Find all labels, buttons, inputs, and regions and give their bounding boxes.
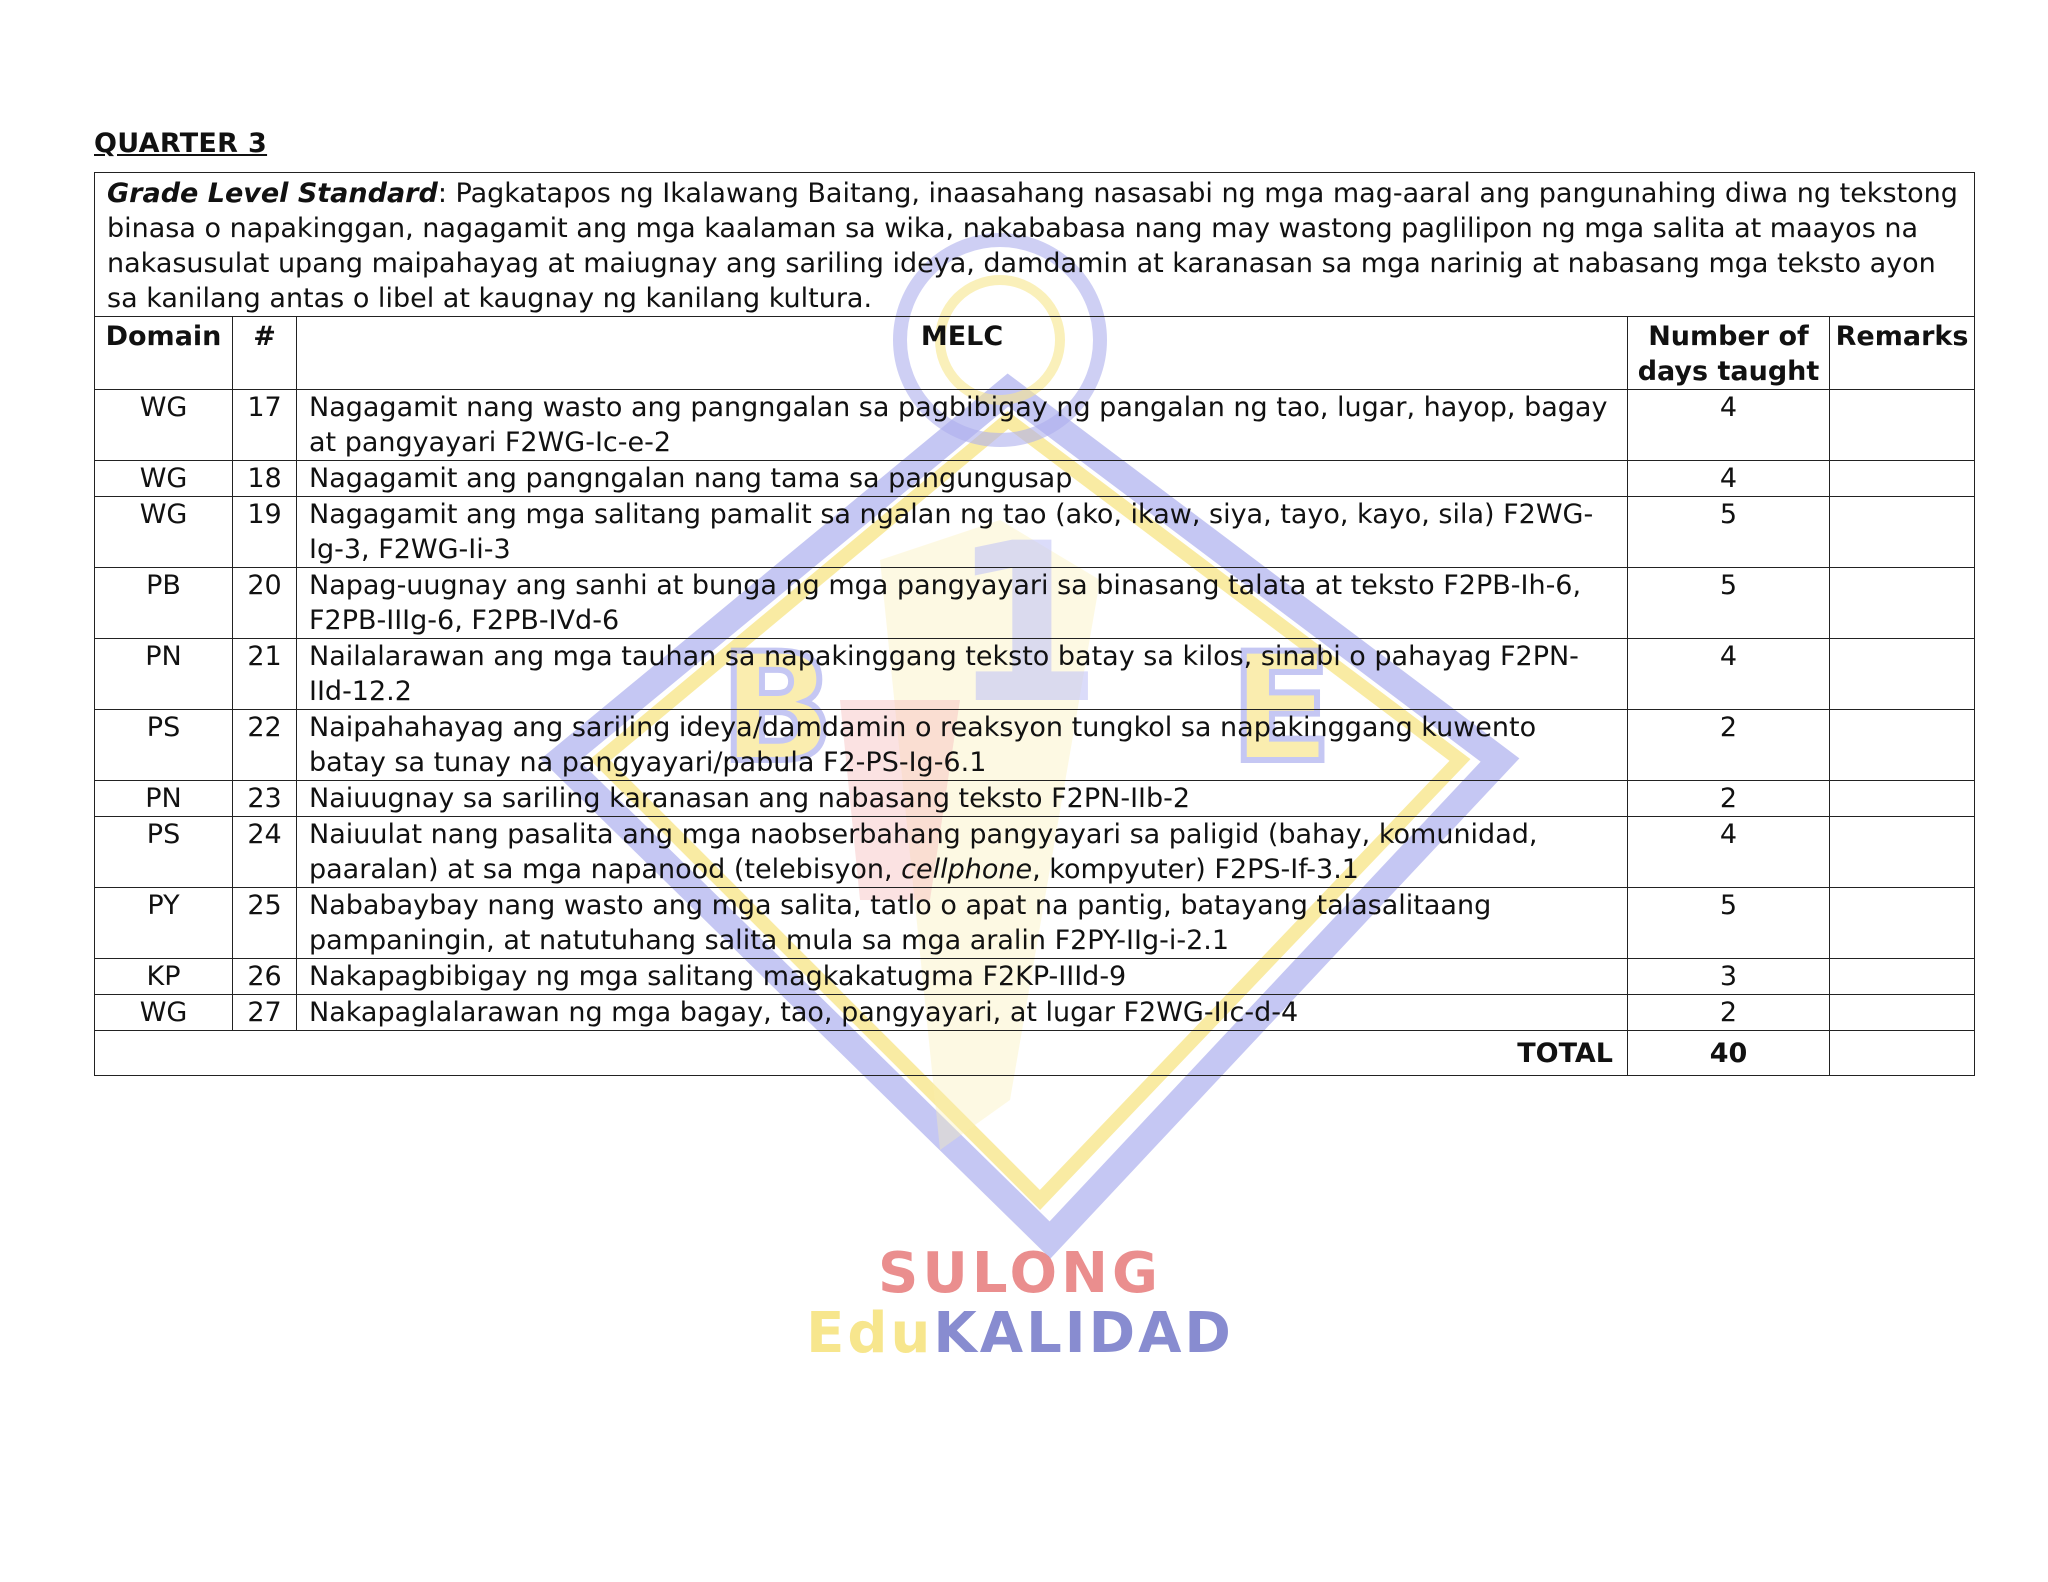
svg-text:B: B xyxy=(720,622,835,796)
melc-cell: Nagagamit ang pangngalan nang tama sa pangungusap xyxy=(297,461,1628,497)
domain-cell: WG xyxy=(95,995,233,1031)
table-row xyxy=(95,781,1975,817)
total-row xyxy=(95,1031,1975,1076)
number-cell: 22 xyxy=(233,710,297,781)
days-cell: 4 xyxy=(1628,461,1830,497)
number-cell: 21 xyxy=(233,639,297,710)
domain-cell: WG xyxy=(95,497,233,568)
remarks-cell xyxy=(1830,461,1975,497)
total-label: TOTAL xyxy=(95,1031,1628,1076)
remarks-cell xyxy=(1830,568,1975,639)
quarter-title: QUARTER 3 xyxy=(94,128,268,159)
header-days-line-1: Number of xyxy=(1648,321,1809,352)
domain-cell: KP xyxy=(95,959,233,995)
svg-text:E: E xyxy=(1230,622,1333,796)
domain-cell: PB xyxy=(95,568,233,639)
domain-cell: PN xyxy=(95,781,233,817)
remarks-cell xyxy=(1830,959,1975,995)
domain-cell: WG xyxy=(95,461,233,497)
remarks-cell xyxy=(1830,781,1975,817)
days-cell: 5 xyxy=(1628,497,1830,568)
grade-level-standard-row xyxy=(95,173,1975,317)
header-domain: Domain xyxy=(95,317,233,390)
header-number: # xyxy=(233,317,297,390)
melc-cell: Nakapagbibigay ng mga salitang magkakatugma F2KP-IIId-9 xyxy=(297,959,1628,995)
table-row xyxy=(95,497,1975,568)
number-cell: 26 xyxy=(233,959,297,995)
remarks-cell xyxy=(1830,817,1975,888)
grade-level-standard xyxy=(95,173,1975,317)
days-cell: 2 xyxy=(1628,710,1830,781)
table-row xyxy=(95,959,1975,995)
melc-cell: Nailalarawan ang mga tauhan sa napakinggang teksto batay sa kilos, sinabi o pahayag F2PN-IId-12.2 xyxy=(297,639,1628,710)
grade-level-standard-label: Grade Level Standard xyxy=(107,178,438,209)
header-melc: MELC xyxy=(297,317,1628,390)
number-cell: 25 xyxy=(233,888,297,959)
domain-cell: WG xyxy=(95,390,233,461)
remarks-cell xyxy=(1830,995,1975,1031)
total-remarks-cell xyxy=(1830,1031,1975,1076)
watermark-line-1: SULONG xyxy=(878,1241,1162,1306)
header-days-taught xyxy=(1628,317,1830,390)
number-cell: 17 xyxy=(233,390,297,461)
number-cell: 27 xyxy=(233,995,297,1031)
table-header-row xyxy=(95,317,1975,390)
domain-cell: PY xyxy=(95,888,233,959)
domain-cell: PS xyxy=(95,817,233,888)
table-row xyxy=(95,995,1975,1031)
melc-cell: Naiuugnay sa sariling karanasan ang nabasang teksto F2PN-IIb-2 xyxy=(297,781,1628,817)
table-row xyxy=(95,888,1975,959)
number-cell: 18 xyxy=(233,461,297,497)
total-value: 40 xyxy=(1628,1031,1830,1076)
days-cell: 2 xyxy=(1628,781,1830,817)
number-cell: 24 xyxy=(233,817,297,888)
melc-cell xyxy=(297,817,1628,888)
domain-cell: PN xyxy=(95,639,233,710)
remarks-cell xyxy=(1830,888,1975,959)
melc-text-pre: Naiuulat nang pasalita ang mga naobserbahang pangyayari sa paligid (bahay, komunidad, paaralan) at sa mga napanood (telebisyon, xyxy=(309,819,1538,885)
remarks-cell xyxy=(1830,639,1975,710)
number-cell: 23 xyxy=(233,781,297,817)
svg-text:1: 1 xyxy=(950,496,1104,752)
days-cell: 3 xyxy=(1628,959,1830,995)
number-cell: 20 xyxy=(233,568,297,639)
melc-cell: Nababaybay nang wasto ang mga salita, tatlo o apat na pantig, batayang talasalitaang pampaningin, at natutuhang salita mula sa mga aralin F2PY-IIg-i-2.1 xyxy=(297,888,1628,959)
melc-cell: Napag-uugnay ang sanhi at bunga ng mga pangyayari sa binasang talata at teksto F2PB-Ih-6, F2PB-IIIg-6, F2PB-IVd-6 xyxy=(297,568,1628,639)
melc-cell: Nakapaglalarawan ng mga bagay, tao, pangyayari, at lugar F2WG-IIc-d-4 xyxy=(297,995,1628,1031)
document-content xyxy=(94,126,1974,1076)
melc-cell: Naipahahayag ang sariling ideya/damdamin o reaksyon tungkol sa napakinggang kuwento batay sa tunay na pangyayari/pabula F2-PS-Ig-6.1 xyxy=(297,710,1628,781)
remarks-cell xyxy=(1830,710,1975,781)
header-remarks: Remarks xyxy=(1830,317,1975,390)
table-row xyxy=(95,710,1975,781)
table-row xyxy=(95,390,1975,461)
days-cell: 5 xyxy=(1628,568,1830,639)
melc-table xyxy=(94,172,1975,1076)
days-cell: 5 xyxy=(1628,888,1830,959)
table-row xyxy=(95,639,1975,710)
number-cell: 19 xyxy=(233,497,297,568)
header-days-line-2: days taught xyxy=(1637,356,1820,387)
melc-cell: Nagagamit ang mga salitang pamalit sa ngalan ng tao (ako, ikaw, siya, tayo, kayo, sila) F2WG-Ig-3, F2WG-Ii-3 xyxy=(297,497,1628,568)
table-row xyxy=(95,568,1975,639)
table-row xyxy=(95,461,1975,497)
melc-text-italic: cellphone xyxy=(901,854,1033,885)
melc-text-post: , kompyuter) F2PS-If-3.1 xyxy=(1032,854,1359,885)
grade-level-standard-text: Pagkatapos ng Ikalawang Baitang, inaasahang nasasabi ng mga mag-aaral ang pangunahing diwa ng tekstong binasa o napakinggan, nagagamit ang mga kaalaman sa wika, nakababasa nang may wastong paglilipon ng mga salita at maayos na nakasusulat upang maipahayag at maiugnay ang sariling ideya, damdamin at karanasan sa mga narinig at nabasang mga teksto ayon sa kanilang antas o libel at kaugnay ng kanilang kultura. xyxy=(107,178,1958,314)
table-row xyxy=(95,817,1975,888)
domain-cell: PS xyxy=(95,710,233,781)
days-cell: 4 xyxy=(1628,817,1830,888)
remarks-cell xyxy=(1830,390,1975,461)
remarks-cell xyxy=(1830,497,1975,568)
grade-level-standard-separator: : xyxy=(437,178,447,209)
days-cell: 4 xyxy=(1628,639,1830,710)
days-cell: 2 xyxy=(1628,995,1830,1031)
melc-cell: Nagagamit nang wasto ang pangngalan sa pagbibigay ng pangalan ng tao, lugar, hayop, bagay at pangyayari F2WG-Ic-e-2 xyxy=(297,390,1628,461)
days-cell: 4 xyxy=(1628,390,1830,461)
watermark-line-2: EduKALIDAD xyxy=(806,1301,1234,1366)
